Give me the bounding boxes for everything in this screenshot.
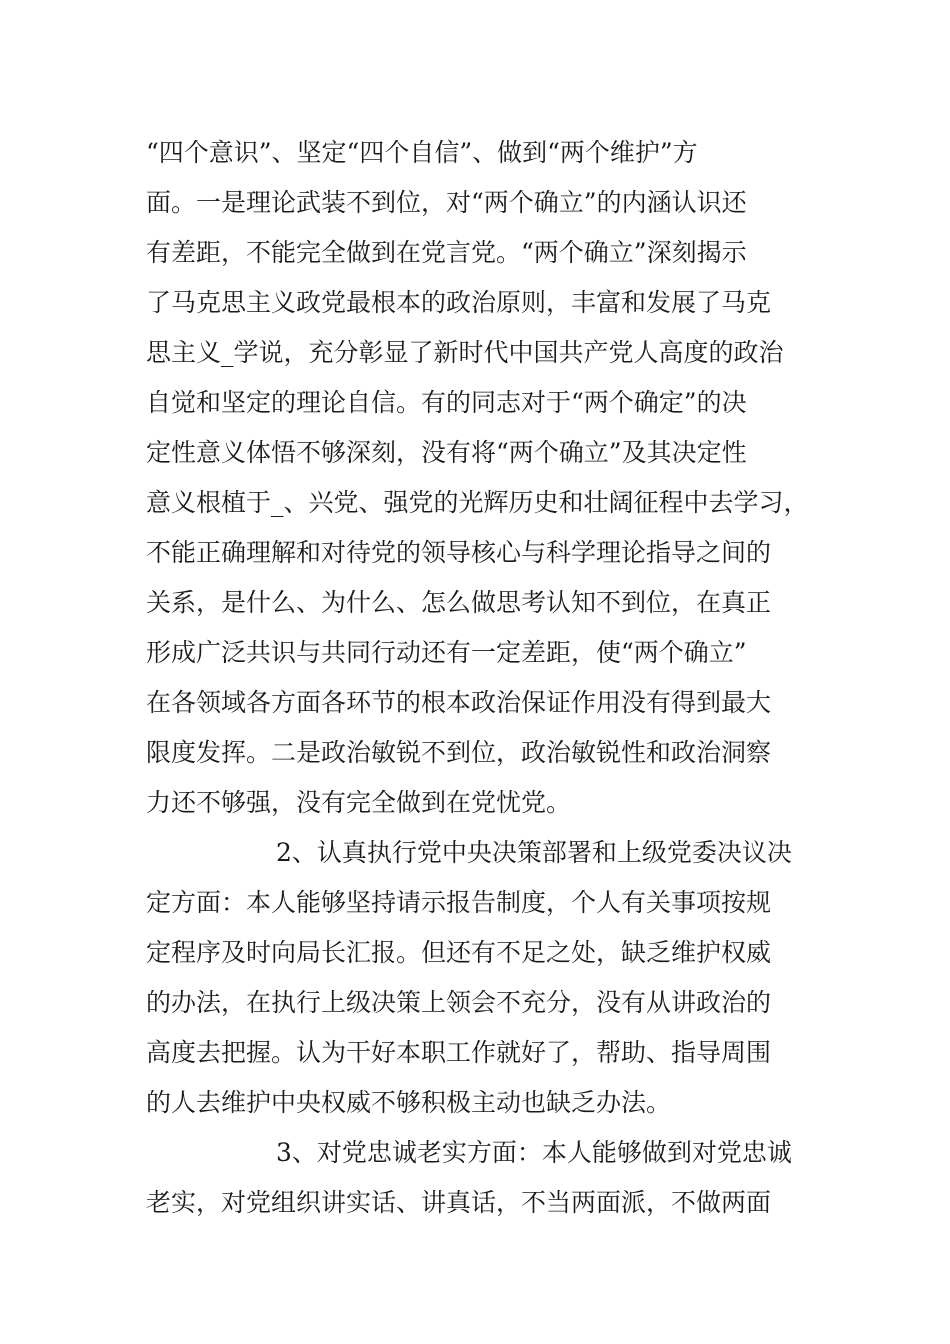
text-line: 形成广泛共识与共同行动还有一定差距，使“两个确立”: [146, 638, 747, 667]
text-line: 在各领域各方面各环节的根本政治保证作用没有得到最大: [146, 688, 772, 717]
text-line: 不能正确理解和对待党的领导核心与科学理论指导之间的: [146, 538, 772, 567]
text-line: 定程序及时向局长汇报。但还有不足之处，缺乏维护权威: [146, 938, 772, 967]
text-line: 高度去把握。认为干好本职工作就好了，帮助、指导周围: [146, 1038, 772, 1067]
text-line: 意义根植于_、兴党、强党的光辉历史和壮阔征程中去学习，: [146, 488, 809, 517]
text-line: 的办法，在执行上级决策上领会不充分，没有从讲政治的: [146, 988, 772, 1017]
text-line: 定性意义体悟不够深刻，没有将“两个确立”及其决定性: [146, 438, 747, 467]
text-line: 限度发挥。二是政治敏锐不到位，政治敏锐性和政治洞察: [146, 738, 772, 767]
body-text: [146, 128, 826, 1228]
text-line: 有差距，不能完全做到在党言党。“两个确立”深刻揭示: [146, 238, 747, 267]
text-line: 定方面：本人能够坚持请示报告制度，个人有关事项按规: [146, 888, 772, 917]
text-line: 自觉和坚定的理论自信。有的同志对于“两个确定”的决: [146, 388, 747, 417]
section-3-heading-line: 3、对党忠诚老实方面：本人能够做到对党忠诚: [276, 1138, 792, 1167]
text-line: 关系，是什么、为什么、怎么做思考认知不到位，在真正: [146, 588, 772, 617]
text-line: 老实，对党组织讲实话、讲真话，不当两面派，不做两面: [146, 1188, 772, 1217]
text-line: “四个意识”、坚定“四个自信”、做到“两个维护”方: [146, 138, 698, 167]
text-line: 的人去维护中央权威不够积极主动也缺乏办法。: [146, 1088, 672, 1117]
text-line: 力还不够强，没有完全做到在党忧党。: [146, 788, 572, 817]
section-2-heading-line: 2、认真执行党中央决策部署和上级党委决议决: [276, 838, 792, 867]
text-line: 了马克思主义政党最根本的政治原则，丰富和发展了马克: [146, 288, 772, 317]
text-line: 思主义_学说，充分彰显了新时代中国共产党人高度的政治: [146, 338, 784, 367]
text-line: 面。一是理论武装不到位，对“两个确立”的内涵认识还: [146, 188, 747, 217]
